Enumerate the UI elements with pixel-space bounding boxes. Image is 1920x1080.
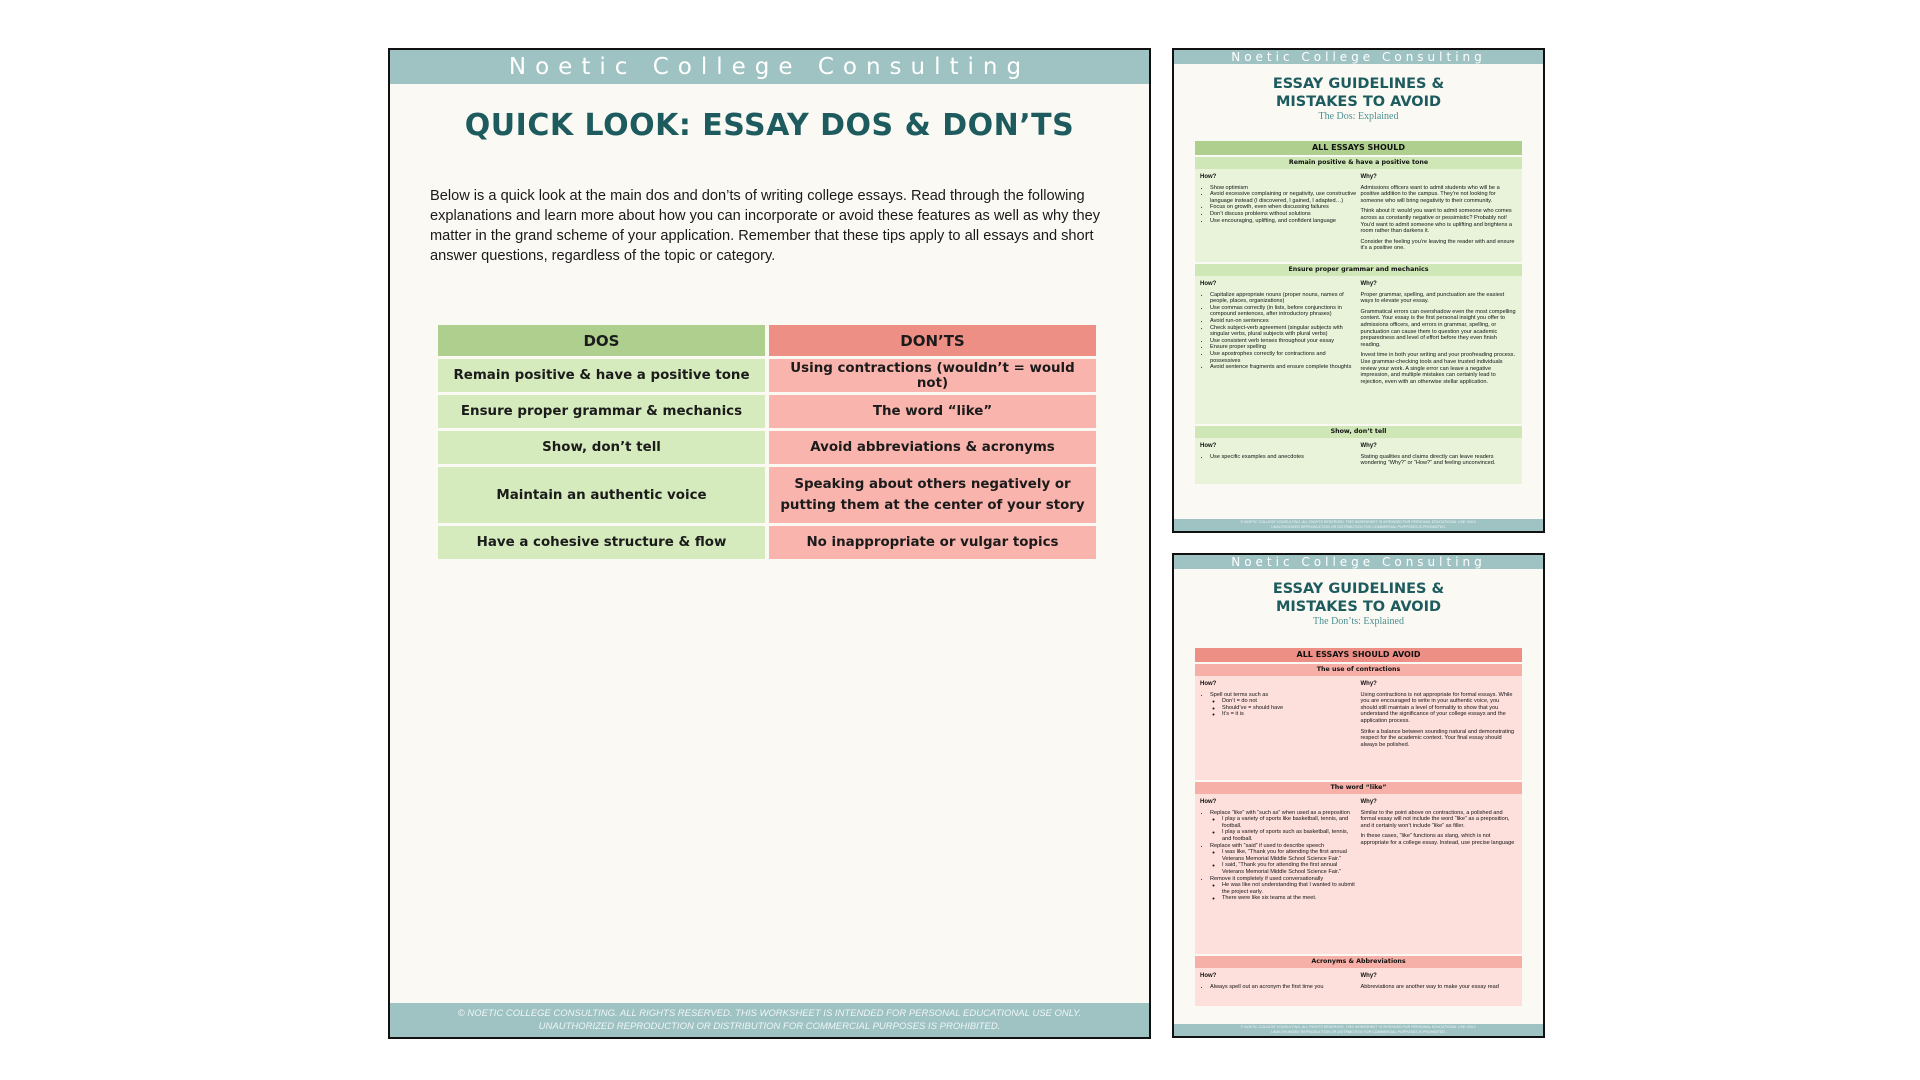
why-text: Using contractions is not appropriate for formal essays. While you are encouraged to write in your authentic voice, you should still maintain a level of formality to show that you understand the significance of your college essays and the application process.	[1360, 691, 1513, 724]
list-item: • Ensure proper spelling	[1210, 344, 1357, 351]
page-footer	[1174, 1024, 1543, 1036]
list-item	[1210, 876, 1357, 902]
how-column	[1198, 797, 1359, 949]
how-label: How?	[1200, 799, 1217, 805]
list-item: • Focus on growth, even when discussing failures	[1210, 204, 1357, 211]
list-item: • Always spell out an acronym the first time you	[1210, 984, 1357, 991]
intro-paragraph: Below is a quick look at the main dos and don’ts of writing college essays. Read through the following explanations and learn more about how you can incorporate or avoid these features as well as why they matter in the grand scheme of your application. Remember that these tips apply to all essays and short answer questions, regardless of the topic or category.	[430, 188, 1101, 264]
how-label: How?	[1200, 681, 1217, 687]
sub-list-item: ◦ I was like, “Thank you for attending the first annual Veterans Memorial Middle School Science Fair.”	[1222, 849, 1357, 862]
footer-line: © NOETIC COLLEGE CONSULTING. ALL RIGHTS RESERVED. THIS WORKSHEET IS INTENDED FOR PERSONAL EDUCATIONAL USE ONLY.	[1240, 520, 1477, 524]
list-item: • Show optimism	[1210, 185, 1357, 192]
page-title: QUICK LOOK: ESSAY DOS & DON’TS	[464, 108, 1075, 143]
how-label: How?	[1200, 443, 1217, 449]
subsection-title: Ensure proper grammar and mechanics	[1195, 264, 1522, 276]
why-label: Why?	[1360, 281, 1377, 287]
dont-cell: Avoid abbreviations & acronyms	[769, 431, 1096, 464]
subsection-title: Remain positive & have a positive tone	[1195, 157, 1522, 169]
why-text: Strike a balance between sounding natural and demonstrating respect for the academic context. Your final essay should always be polished.	[1360, 728, 1515, 748]
why-label: Why?	[1360, 443, 1377, 449]
list-item	[1210, 843, 1357, 876]
how-label: How?	[1200, 174, 1217, 180]
list-item: • Use apostrophes correctly for contractions and possessives	[1210, 351, 1357, 364]
how-column	[1198, 971, 1359, 1001]
table-row	[438, 359, 1096, 392]
subsection-title: The use of contractions	[1195, 664, 1522, 676]
subsection-title: Acronyms & Abbreviations	[1195, 956, 1522, 968]
quick-look-page	[388, 48, 1151, 1039]
brand-band: Noetic College Consulting	[390, 50, 1149, 84]
list-item: • Avoid excessive complaining or negativity, use constructive language instead (I discovered, I gained, I adapted…)	[1210, 191, 1357, 204]
list-item-text: Spell out terms such as	[1210, 691, 1269, 698]
list-item-text: Replace with “said” if used to describe speech	[1210, 842, 1325, 849]
sub-list-item: ◦ I play a variety of sports such as basketball, tennis, and football.	[1222, 829, 1357, 842]
donts-content	[1195, 648, 1522, 1006]
footer-line: UNAUTHORIZED REPRODUCTION OR DISTRIBUTION FOR COMMERCIAL PURPOSES IS PROHIBITED.	[1271, 1030, 1446, 1034]
sub-list-item: ◦ He was like not understanding that I wanted to submit the project early.	[1222, 882, 1357, 895]
list-item: • Use encouraging, uplifting, and confident language	[1210, 218, 1357, 225]
footer-line: © NOETIC COLLEGE CONSULTING. ALL RIGHTS RESERVED. THIS WORKSHEET IS INTENDED FOR PERSONAL EDUCATIONAL USE ONLY.	[457, 1008, 1082, 1019]
subsection-title: The word “like”	[1195, 782, 1522, 794]
why-column	[1359, 172, 1520, 257]
how-label: How?	[1200, 973, 1217, 979]
sub-list-item: ◦ There were like six teams at the meet.	[1222, 895, 1357, 902]
how-column	[1198, 441, 1359, 479]
how-column	[1198, 172, 1359, 257]
table-row	[438, 431, 1096, 464]
why-column	[1359, 971, 1520, 1001]
why-text: Consider the feeling you’re leaving the reader with and ensure it’s a positive one.	[1360, 238, 1515, 252]
do-cell: Maintain an authentic voice	[438, 467, 765, 523]
how-label: How?	[1200, 281, 1217, 287]
subsection-body	[1195, 676, 1522, 780]
sub-list-item: ◦ It’s = it is	[1222, 711, 1357, 718]
page-footer	[1174, 519, 1543, 531]
sub-list-item: ◦ Should’ve = should have	[1222, 705, 1357, 712]
dos-explained-page	[1172, 48, 1545, 533]
dos-content	[1195, 141, 1522, 484]
do-cell: Remain positive & have a positive tone	[438, 359, 765, 392]
list-item	[1210, 810, 1357, 843]
page-title	[1174, 580, 1543, 616]
why-text: In these cases, “like” functions as slang, which is not appropriate for a college essay. Instead, use precise language	[1360, 833, 1515, 846]
page-subtitle: The Dos: Explained	[1318, 111, 1399, 122]
why-text: Proper grammar, spelling, and punctuation are the easiest ways to elevate your essay.	[1360, 291, 1505, 305]
list-item: • Use consistent verb tenses throughout your essay	[1210, 338, 1357, 345]
do-cell: Ensure proper grammar & mechanics	[438, 395, 765, 428]
section-header: ALL ESSAYS SHOULD AVOID	[1195, 648, 1522, 662]
subsection-body	[1195, 968, 1522, 1006]
donts-header: DON’TS	[769, 325, 1096, 356]
list-item: • Use commas correctly (in lists, before conjunctions in compound sentences, after introductory phrases)	[1210, 305, 1357, 318]
sub-list-item: ◦ Don’t = do not	[1222, 698, 1357, 705]
title-line: ESSAY GUIDELINES &	[1272, 581, 1445, 597]
why-text: Similar to the point above on contractions, a polished and formal essay will not include the word “like” as a preposition, and it certainly won’t include “like” as filler.	[1360, 809, 1510, 829]
why-text: Abbreviations are another way to make your essay read	[1360, 983, 1499, 990]
footer-line: UNAUTHORIZED REPRODUCTION OR DISTRIBUTION FOR COMMERCIAL PURPOSES IS PROHIBITED.	[538, 1021, 1001, 1032]
footer-line: UNAUTHORIZED REPRODUCTION OR DISTRIBUTION FOR COMMERCIAL PURPOSES IS PROHIBITED.	[1271, 525, 1446, 529]
why-label: Why?	[1360, 973, 1377, 979]
why-column	[1359, 279, 1520, 419]
how-column	[1198, 679, 1359, 775]
title-line: ESSAY GUIDELINES &	[1272, 76, 1445, 92]
subsection-title: Show, don’t tell	[1195, 426, 1522, 438]
why-text: Invest time in both your writing and your proofreading process. Use grammar-checking tools and have trusted individuals review your work. A single error can leave a negative impression, and multiple mistakes can certainly lead to rejection, even with an otherwise stellar application.	[1360, 352, 1516, 385]
subsection-body	[1195, 438, 1522, 484]
page-footer	[390, 1003, 1149, 1037]
subsection-body	[1195, 794, 1522, 954]
brand-band: Noetic College Consulting	[1174, 50, 1543, 64]
table-row	[438, 526, 1096, 559]
why-text: Think about it: would you want to admit someone who comes across as constantly negative or pessimistic? Probably not! You’d want to admit someone who is uplifting and brightens a room rather than darkens it.	[1360, 208, 1513, 235]
brand-band: Noetic College Consulting	[1174, 555, 1543, 569]
page-title	[1174, 75, 1543, 111]
list-item: • Capitalize appropriate nouns (proper nouns, names of people, places, organizations)	[1210, 292, 1357, 305]
dont-cell: No inappropriate or vulgar topics	[769, 526, 1096, 559]
why-label: Why?	[1360, 681, 1377, 687]
donts-explained-page	[1172, 553, 1545, 1038]
subsection-body	[1195, 169, 1522, 262]
do-cell: Show, don’t tell	[438, 431, 765, 464]
why-label: Why?	[1360, 174, 1377, 180]
footer-line: © NOETIC COLLEGE CONSULTING. ALL RIGHTS RESERVED. THIS WORKSHEET IS INTENDED FOR PERSONAL EDUCATIONAL USE ONLY.	[1240, 1025, 1477, 1029]
title-line: MISTAKES TO AVOID	[1275, 94, 1442, 110]
table-row	[438, 395, 1096, 428]
why-text: Grammatical errors can overshadow even the most compelling content. Your essay is the first personal insight you offer to admissions officers, and errors in grammar, spelling, or punctuation can cause them to question your academic preparedness and level of effort before they even finish reading.	[1360, 308, 1516, 348]
why-text: Admissions officers want to admit students who will be a positive addition to the campus. They’re not looking for someone who will bring negativity to their community.	[1360, 184, 1500, 204]
title-line: MISTAKES TO AVOID	[1275, 599, 1442, 615]
dont-cell: Using contractions (wouldn’t = would not)	[769, 359, 1096, 392]
sub-list-item: ◦ I said, “Thank you for attending the first annual Veterans Memorial Middle School Science Fair.”	[1222, 862, 1357, 875]
section-header: ALL ESSAYS SHOULD	[1195, 141, 1522, 155]
why-label: Why?	[1360, 799, 1377, 805]
page-subtitle: The Don’ts: Explained	[1313, 616, 1404, 627]
subsection-body	[1195, 276, 1522, 424]
dos-header: DOS	[438, 325, 765, 356]
dont-cell: Speaking about others negatively or putting them at the center of your story	[769, 467, 1096, 523]
why-column	[1359, 797, 1520, 949]
why-text: Stating qualities and claims directly can leave readers wondering “Why?” or “How?” and feeling unconvinced.	[1360, 453, 1496, 467]
dos-donts-table	[434, 322, 1100, 562]
list-item: • Avoid run-on sentences	[1210, 318, 1357, 325]
list-item: • Check subject-verb agreement (singular subjects with singular verbs, plural subjects with plural verbs)	[1210, 325, 1357, 338]
why-column	[1359, 441, 1520, 479]
dont-cell: The word “like”	[769, 395, 1096, 428]
sub-list-item: ◦ I play a variety of sports like basketball, tennis, and football.	[1222, 816, 1357, 829]
list-item: • Use specific examples and anecdotes	[1210, 454, 1357, 461]
list-item	[1210, 692, 1357, 718]
do-cell: Have a cohesive structure & flow	[438, 526, 765, 559]
list-item: • Avoid sentence fragments and ensure complete thoughts	[1210, 364, 1357, 371]
table-header-row	[438, 325, 1096, 356]
how-column	[1198, 279, 1359, 419]
table-row	[438, 467, 1096, 523]
list-item-text: Remove it completely if used conversationally	[1210, 875, 1324, 882]
list-item: • Don’t discuss problems without solutions	[1210, 211, 1357, 218]
list-item-text: Replace “like” with “such as” when used as a preposition	[1210, 809, 1350, 816]
why-column	[1359, 679, 1520, 775]
